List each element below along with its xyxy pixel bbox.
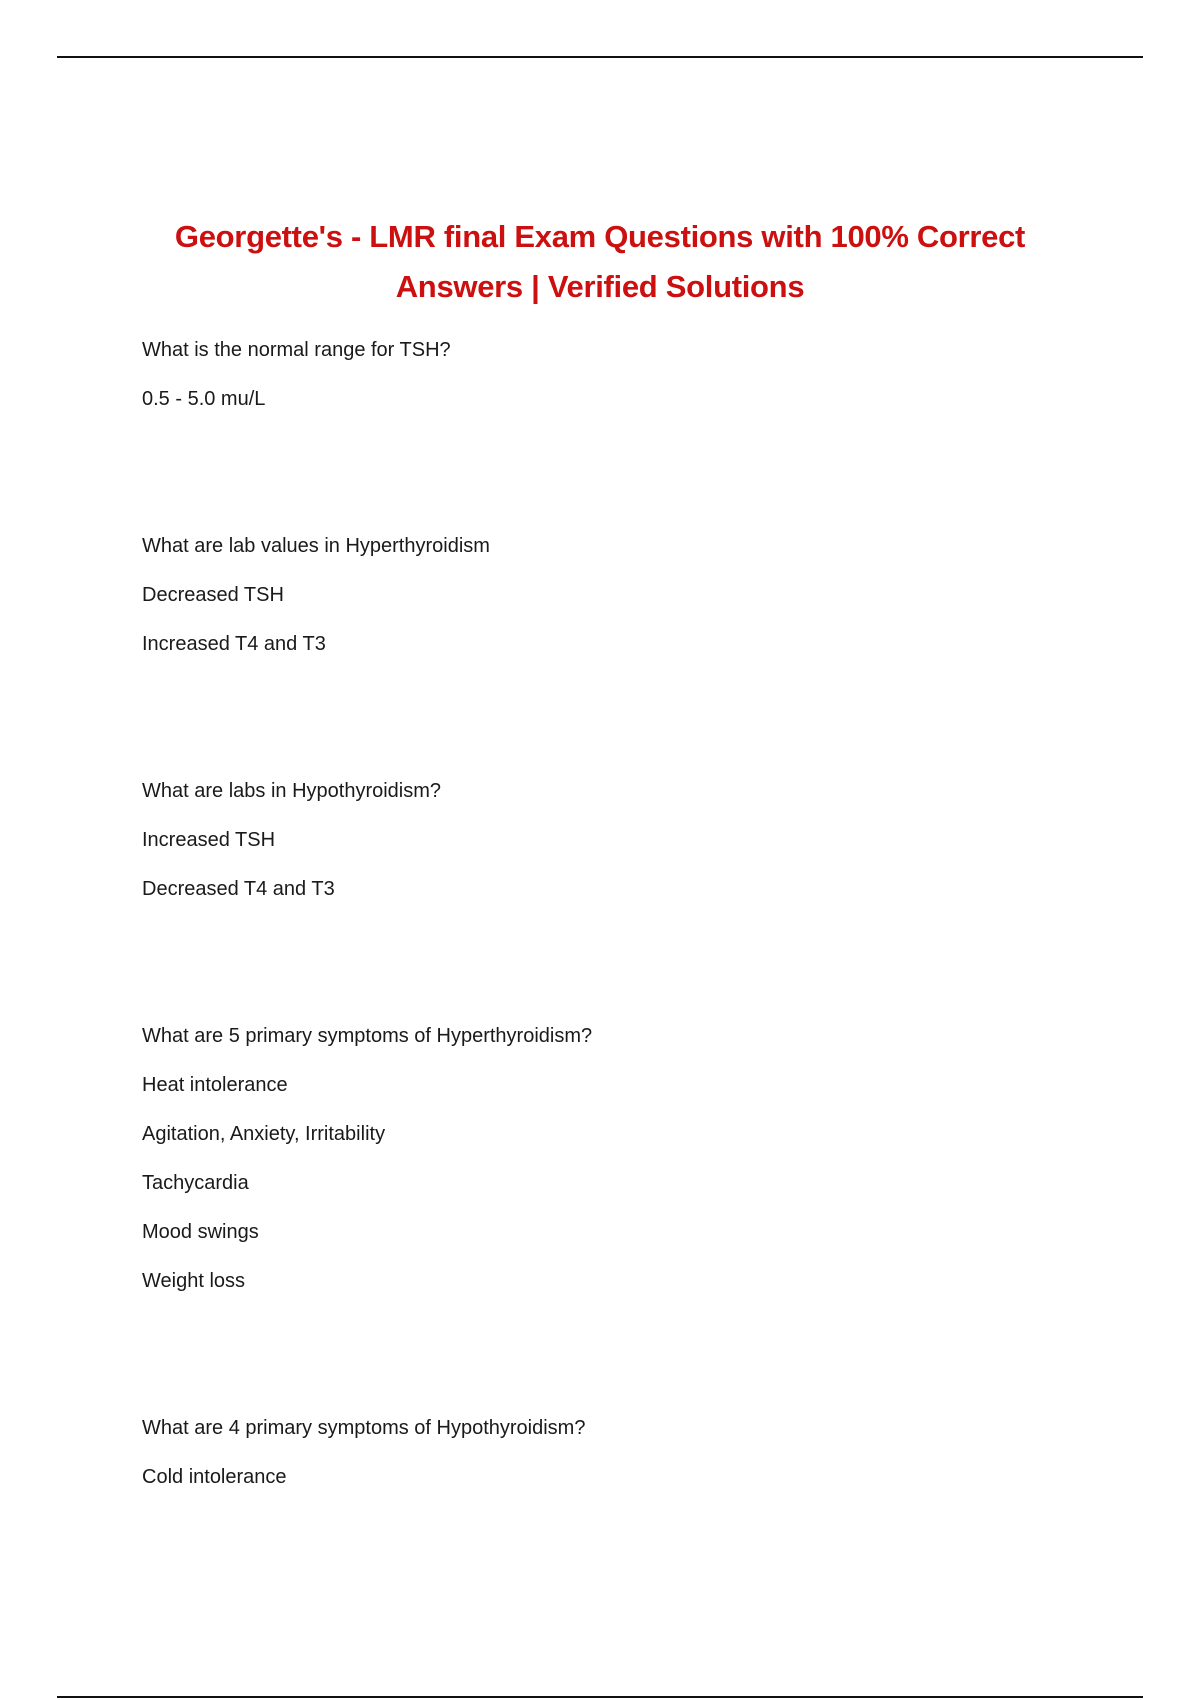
bottom-rule: [57, 1696, 1143, 1698]
answer: Increased T4 and T3: [142, 633, 326, 655]
answer: Agitation, Anxiety, Irritability: [142, 1123, 386, 1145]
answer: Weight loss: [142, 1270, 246, 1292]
document-title: [140, 212, 1060, 312]
spacer: [142, 914, 1102, 1012]
answer: Increased TSH: [142, 829, 276, 851]
qa-block: [142, 522, 1102, 669]
answer: Mood swings: [142, 1221, 259, 1243]
top-rule: [57, 56, 1143, 58]
qa-content: [142, 326, 1102, 1502]
spacer: [142, 1306, 1102, 1404]
answer: Decreased TSH: [142, 584, 284, 606]
title-line-1: Georgette's - LMR final Exam Questions with 100% Correct: [174, 219, 1026, 254]
question: What are labs in Hypothyroidism?: [142, 780, 442, 802]
spacer: [142, 669, 1102, 767]
question: What is the normal range for TSH?: [142, 339, 451, 361]
qa-block: [142, 1012, 1102, 1306]
title-line-2: Answers | Verified Solutions: [395, 269, 805, 304]
qa-block: [142, 1404, 1102, 1502]
qa-block: [142, 326, 1102, 424]
answer: Tachycardia: [142, 1172, 249, 1194]
question: What are 4 primary symptoms of Hypothyroidism?: [142, 1417, 586, 1439]
spacer: [142, 424, 1102, 522]
answer: Cold intolerance: [142, 1466, 287, 1488]
question: What are 5 primary symptoms of Hyperthyroidism?: [142, 1025, 593, 1047]
answer: Decreased T4 and T3: [142, 878, 335, 900]
qa-block: [142, 767, 1102, 914]
answer: Heat intolerance: [142, 1074, 288, 1096]
answer: 0.5 - 5.0 mu/L: [142, 388, 266, 410]
question: What are lab values in Hyperthyroidism: [142, 535, 490, 557]
